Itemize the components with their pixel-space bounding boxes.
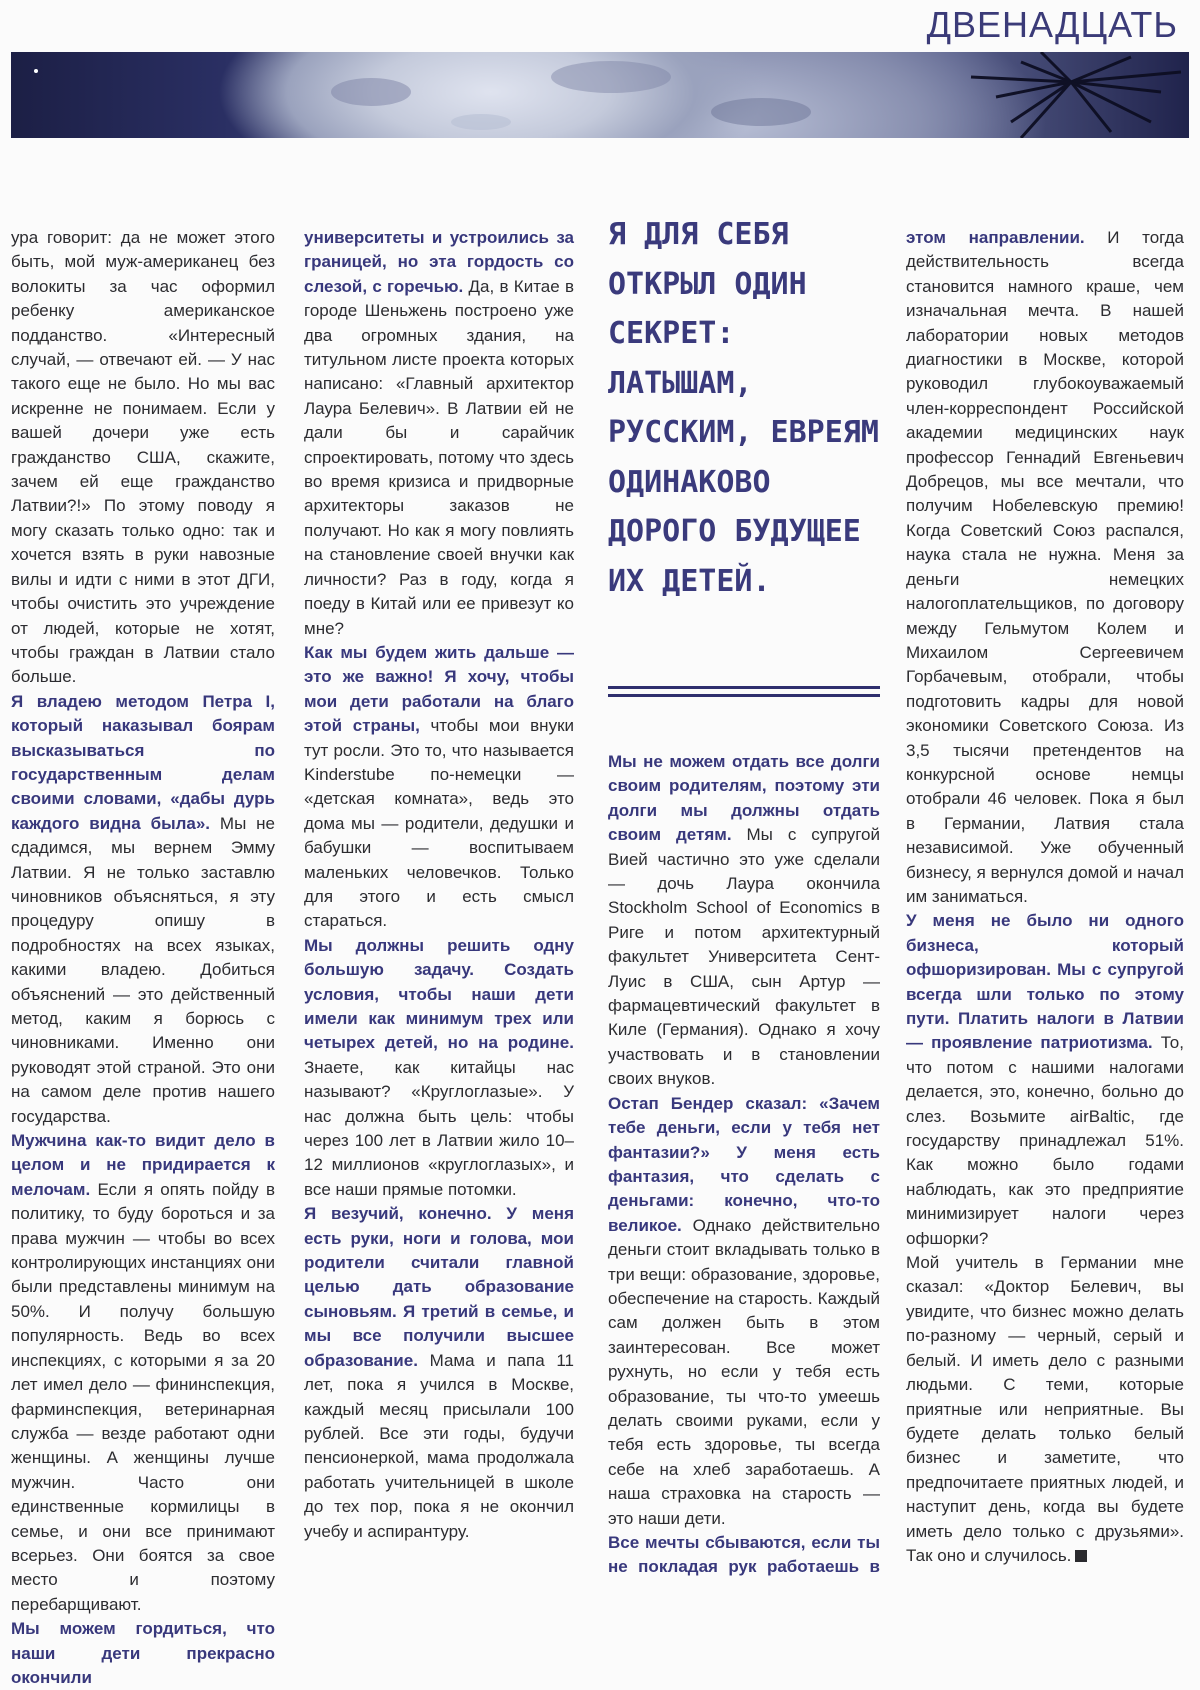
lead-text: Мы можем гордиться, что наши дети прекрасно окончили bbox=[11, 1619, 275, 1687]
body-text: Мама и папа 11 лет, пока я учился в Москве, каждый месяц присылали 100 рублей. Все эти годы, будучи пенсионеркой, мама продолжала работать учительницей в школе до тех пор, пока я не окончил учебу и аспирантуру. bbox=[304, 1350, 574, 1541]
section-title: ДВЕНАДЦАТЬ bbox=[926, 4, 1178, 45]
article-column-2 bbox=[304, 226, 574, 1544]
lead-text: Остап Бендер сказал: «Зачем тебе деньги, если у тебя нет фантазии?» У меня есть фантазия, что сделать с деньгами: конечно, что-то великое. bbox=[608, 1093, 880, 1235]
end-of-article-mark bbox=[1075, 1550, 1087, 1562]
body-text: Знаете, как китайцы нас называют? «Круглоглазые». У нас должна быть цель: чтобы через 100 лет в Латвии жило 10–12 миллионов «круглоглазых», и все наши прямые потомки. bbox=[304, 1057, 574, 1199]
body-text: Однако действительно деньги стоит вкладывать только в три вещи: образование, здоровье, обеспечение на старость. Каждый сам должен быть в этом заинтересован. Все может рухнуть, но если у тебя есть образование, ты что-то умеешь делать своими руками, если у тебя есть здоровье, ты всегда себе на хлеб заработаешь. А наша страховка на старость — это наши дети. bbox=[608, 1215, 880, 1528]
body-text: То, что потом с нашими налогами делается, это, конечно, больно до слез. Возьмите airBaltic, где государству принадлежал 51%. Как можно было годами наблюдать, как это предприятие минимизирует налоги через офшорки? bbox=[906, 1033, 1184, 1248]
paragraph bbox=[304, 1202, 574, 1544]
paragraph bbox=[11, 690, 275, 1129]
pull-quote-rule bbox=[608, 694, 880, 697]
paragraph bbox=[906, 226, 1184, 909]
paragraph bbox=[608, 1092, 880, 1531]
body-text: И тогда действительность всегда становится намного краше, чем изначальная мечта. В нашей лаборатории новых методов диагностики в Москве, которой руководил глубокоуважаемый член-корреспондент Российской академии медицинских наук профессор Геннадий Евгеньевич Добрецов, мы все мечтали, что получим Нобелевскую премию! Когда Советский Союз распался, наука стала не нужна. Меня за деньги немецких налогоплательщиков, по договору между Гельмутом Колем и Михаилом Сергеевичем Горбачевым, отобрали, чтобы подготовить кадры для новой экономики Советского Союза. Из 3,5 тысячи претендентов на конкурсной основе немцы отобрали 46 человек. Пока я был в Германии, Латвия стала независимой. Уже обученный бизнесу, я вернулся домой и начал им заниматься. bbox=[906, 228, 1184, 906]
article-column-1 bbox=[11, 226, 275, 1690]
lead-text: этом направлении. bbox=[906, 228, 1085, 247]
body-text: Если я опять пойду в политику, то буду бороться и за права мужчин — чтобы во всех контролирующих инстанциях они были представлены минимум на 50%. И получу большую популярность. Ведь во всех инспекциях, с которыми я за 20 лет имел дело — фининспекция, фарминспекция, ветеринарная служба — везде работают одни женщины. А женщины лучше мужчин. Часто они единственные кормилицы в семье, и они все принимают всерьез. Они боятся за свое место и поэтому перебарщивают. bbox=[11, 1179, 275, 1614]
lead-text: Мы не можем отдать все долги своим родителям, поэтому эти долги мы должны отдать своим детям. bbox=[608, 752, 880, 845]
paragraph bbox=[304, 934, 574, 1202]
lead-text: Я везучий, конечно. У меня есть руки, ноги и голова, мои родители считали главной целью дать образование сыновьям. Я третий в семье, и мы все получили высшее образование. bbox=[304, 1204, 574, 1370]
lead-text: Я владею методом Петра I, который наказывал боярам высказываться по государственным делам своими словами, «дабы дурь каждого видна была». bbox=[11, 691, 275, 833]
body-text: Мой учитель в Германии мне сказал: «Доктор Белевич, вы увидите, что бизнес можно делать по-разному — черный, серый и белый. И иметь дело с разными людьми. С теми, которые приятные или неприятные. Вы будете делать только белый бизнес и заметите, что предпочитаете приятных людей, и наступит день, когда вы будете иметь дело только с друзьями». Так оно и случилось. bbox=[906, 1253, 1184, 1565]
paragraph bbox=[304, 226, 574, 641]
paragraph bbox=[11, 1129, 275, 1617]
article-column-3 bbox=[608, 750, 880, 1580]
lead-text: У меня не было ни одного бизнеса, который офшоризирован. Мы с супругой всегда шли только по этому пути. Платить налоги в Латвии — проявление патриотизма. bbox=[906, 911, 1184, 1053]
paragraph bbox=[11, 226, 275, 690]
lead-text: Мы должны решить одну большую задачу. Создать условия, чтобы наши дети имели как минимум трех или четырех детей, но на родине. bbox=[304, 935, 574, 1053]
paragraph bbox=[11, 1617, 275, 1690]
body-text: Да, в Китае в городе Шеньжень построено уже два огромных здания, на титульном листе проекта которых написано: «Главный архитектор Лаура Белевич». В Латвии ей не дали бы и сарайчик спроектировать, потому что здесь во время кризиса и придворные архитекторы заказов не получают. Но как я могу повлиять на становление своей внучки как личности? Раз в году, когда я поеду в Китай или ее привезут ко мне? bbox=[304, 276, 574, 638]
lead-text: Все мечты сбываются, если ты не покладая рук работаешь в bbox=[608, 1533, 880, 1577]
paragraph bbox=[906, 1251, 1184, 1568]
paragraph bbox=[304, 641, 574, 934]
article-column-4 bbox=[906, 226, 1184, 1568]
pull-quote-rule bbox=[608, 686, 880, 689]
paragraph bbox=[608, 1531, 880, 1580]
body-text: ура говорит: да не может этого быть, мой муж-американец без волокиты за час оформил ребенку американское подданство. «Интересный случай, — отвечают ей. — У нас такого еще не было. Но мы вас искренне не понимаем. Если у вашей дочери уже есть гражданство США, скажите, зачем ей еще гражданство Латвии?!» По этому поводу я могу сказать только одно: так и хочется взять в руки навозные вилы и идти с ними в этот ДГИ, чтобы очистить это учреждение от людей, которые не хотят, чтобы граждан в Латвии стало больше. bbox=[11, 228, 275, 687]
lead-text: университеты и устроились за границей, но эта гордость со слезой, с горечью. bbox=[304, 228, 574, 296]
body-text: чтобы мои внуки тут росли. Это то, что называется Kinderstube по-немецки — «детская комната», ведь это дома мы — родители, дедушки и бабушки — воспитываем маленьких человечков. Только для этого и есть смысл стараться. bbox=[304, 716, 575, 931]
pull-quote: Я ДЛЯ СЕБЯ ОТКРЫЛ ОДИН СЕКРЕТ: ЛАТЫШАМ, РУССКИМ, ЕВРЕЯМ ОДИНАКОВО ДОРОГО БУДУЩЕЕ ИХ ДЕТЕЙ. bbox=[608, 217, 879, 599]
paragraph bbox=[608, 750, 880, 1092]
lead-text: Мужчина как-то видит дело в целом и не придирается к мелочам. bbox=[11, 1131, 275, 1199]
body-text: Мы не сдадимся, мы вернем Эмму Латвии. Я не только заставлю чиновников объясняться, я эту процедуру опишу в подробностях на всех языках, какими владею. Добиться объяснений — это действенный метод, каким я борюсь с чиновниками. Именно они руководят этой страной. Это они на самом деле против нашего государства. bbox=[11, 813, 276, 1126]
lead-text: Как мы будем жить дальше — это же важно! Я хочу, чтобы мои дети работали на благо этой страны, bbox=[304, 642, 574, 736]
moon-banner-image bbox=[11, 52, 1189, 138]
body-text: Мы с супругой Вией частично это уже сделали — дочь Лаура окончила Stockholm School of Economics в Риге и потом архитектурный факультет Университета Сент-Луис в США, сын Артур — фармацевтический факультет в Киле (Германия). Однако я хочу участвовать и в становлении своих внуков. bbox=[608, 825, 880, 1089]
paragraph bbox=[906, 909, 1184, 1251]
